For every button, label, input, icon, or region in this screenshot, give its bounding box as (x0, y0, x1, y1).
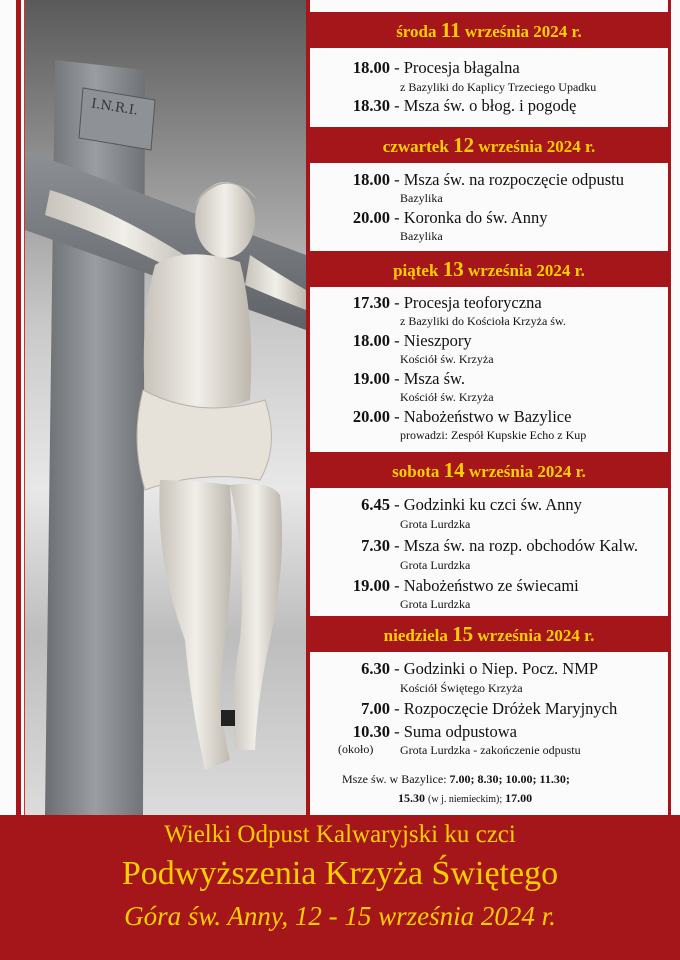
event-time: 10.30 (352, 722, 390, 741)
event-item: 10.30 - Suma odpustowa (około) Grota Lurdzka - zakończenie odpustu (310, 722, 668, 742)
day-weekday: czwartek (382, 137, 449, 156)
event-title: Suma odpustowa (403, 722, 517, 741)
masses-note-line2 (398, 791, 532, 806)
day-number: 14 (443, 458, 465, 482)
banner-line-1: Wielki Odpust Kalwaryjski ku czci (164, 821, 516, 848)
day-month-year: września 2024 r. (477, 626, 595, 645)
title-banner (0, 815, 680, 960)
banner-date-place: Góra św. Anny, 12 - 15 września 2024 r. (124, 901, 556, 931)
event-item: 7.30 - Msza św. na rozp. obchodów Kalw. Grota Lurdzka (310, 536, 668, 556)
event-title: Msza św. (403, 369, 466, 388)
day-header (310, 12, 668, 48)
german-note: (w j. niemieckim); (428, 794, 503, 805)
day-header (310, 452, 668, 488)
event-title: Msza św. o błog. i pogodę (403, 96, 577, 115)
mass-time-last: 17.00 (505, 791, 533, 805)
day-month-year: września 2024 r. (478, 137, 596, 156)
event-item: 20.00 - Nabożeństwo w Bazylice prowadzi: Zespół Kupskie Echo z Kup (310, 407, 668, 427)
event-item: 7.00 - Rozpoczęcie Dróżek Maryjnych (310, 699, 668, 719)
event-title: Procesja błagalna (403, 58, 520, 77)
day-month-year: września 2024 r. (467, 261, 585, 280)
event-title: Nabożeństwo ze świecami (403, 576, 579, 595)
schedule (310, 0, 668, 815)
event-time: 18.00 (352, 58, 390, 77)
event-item: 18.30 - Msza św. o błog. i pogodę (310, 96, 668, 116)
event-time: 6.30 (361, 659, 390, 678)
event-item: 17.30 - Procesja teoforyczna z Bazyliki do Kościoła Krzyża św. (310, 293, 668, 313)
day-number: 12 (453, 133, 475, 157)
event-title: Nieszpory (403, 331, 472, 350)
day-weekday: niedziela (383, 626, 448, 645)
event-location: Bazylika (400, 191, 443, 205)
event-location: Grota Lurdzka (400, 558, 471, 572)
event-time: 7.30 (361, 536, 390, 555)
event-location: prowadzi: Zespół Kupskie Echo z Kup (400, 428, 587, 442)
day-number: 15 (452, 622, 474, 646)
event-title: Msza św. na rozpoczęcie odpustu (403, 170, 624, 189)
event-title: Nabożeństwo w Bazylice (403, 407, 572, 426)
event-title: Koronka do św. Anny (403, 208, 548, 227)
event-item: 19.00 - Nabożeństwo ze świecami Grota Lurdzka (310, 576, 668, 596)
masses-times: 7.00; 8.30; 10.00; 11.30; (449, 772, 570, 786)
frame-right (668, 0, 671, 815)
event-location: Grota Lurdzka - zakończenie odpustu (400, 743, 581, 757)
frame-left-inner (24, 0, 25, 815)
day-number: 13 (442, 257, 464, 281)
day-header (310, 251, 668, 287)
event-location: Grota Lurdzka (400, 597, 471, 611)
masses-note (342, 772, 570, 787)
event-time: 6.45 (361, 495, 390, 514)
event-title: Procesja teoforyczna (403, 293, 542, 312)
event-title: Godzinki ku czci św. Anny (403, 495, 582, 514)
event-time: 7.00 (361, 699, 390, 718)
event-time: 20.00 (352, 208, 390, 227)
crucifix-image (25, 0, 306, 815)
event-location: Kościół Świętego Krzyża (400, 681, 523, 695)
event-location: Kościół św. Krzyża (400, 352, 494, 366)
event-location: z Bazyliki do Kaplicy Trzeciego Upadku (400, 80, 597, 94)
event-location: Kościół św. Krzyża (400, 390, 494, 404)
event-time: 18.00 (352, 170, 390, 189)
crucifix-illustration (25, 0, 306, 815)
event-item: 19.00 - Msza św. Kościół św. Krzyża (310, 369, 668, 389)
event-location: Grota Lurdzka (400, 517, 471, 531)
masses-label: Msze św. w Bazylice: (342, 772, 447, 786)
event-time: 18.00 (352, 331, 390, 350)
day-number: 11 (440, 18, 461, 42)
day-weekday: piątek (393, 261, 439, 280)
day-header (310, 127, 668, 163)
event-approx-note: (około) (338, 742, 374, 756)
day-weekday: środa (396, 22, 437, 41)
event-item: 18.00 - Nieszpory Kościół św. Krzyża (310, 331, 668, 351)
event-title: Rozpoczęcie Dróżek Maryjnych (403, 699, 618, 718)
day-header (310, 616, 668, 652)
event-time: 19.00 (352, 369, 390, 388)
event-location: Bazylika (400, 229, 443, 243)
event-title: Msza św. na rozp. obchodów Kalw. (403, 536, 639, 555)
event-location: z Bazyliki do Kościoła Krzyża św. (400, 314, 566, 328)
frame-left (16, 0, 21, 815)
event-time: 18.30 (352, 96, 390, 115)
day-month-year: września 2024 r. (464, 22, 582, 41)
mass-time-german: 15.30 (398, 791, 425, 805)
day-month-year: września 2024 r. (468, 462, 586, 481)
inscription-text: I.N.R.I. (90, 96, 140, 119)
event-item: 18.00 - Msza św. na rozpoczęcie odpustu Bazylika (310, 170, 668, 190)
event-title: Godzinki o Niep. Pocz. NMP (403, 659, 599, 678)
event-time: 20.00 (352, 407, 390, 426)
event-item: 6.45 - Godzinki ku czci św. Anny Grota Lurdzka (310, 495, 668, 515)
banner-title: Podwyższenia Krzyża Świętego (121, 855, 559, 892)
event-item: 6.30 - Godzinki o Niep. Pocz. NMP Kościół Świętego Krzyża (310, 659, 668, 679)
event-time: 19.00 (352, 576, 390, 595)
event-time: 17.30 (352, 293, 390, 312)
event-item: 18.00 - Procesja błagalna z Bazyliki do Kaplicy Trzeciego Upadku (310, 58, 668, 78)
event-item: 20.00 - Koronka do św. Anny Bazylika (310, 208, 668, 228)
day-weekday: sobota (392, 462, 440, 481)
